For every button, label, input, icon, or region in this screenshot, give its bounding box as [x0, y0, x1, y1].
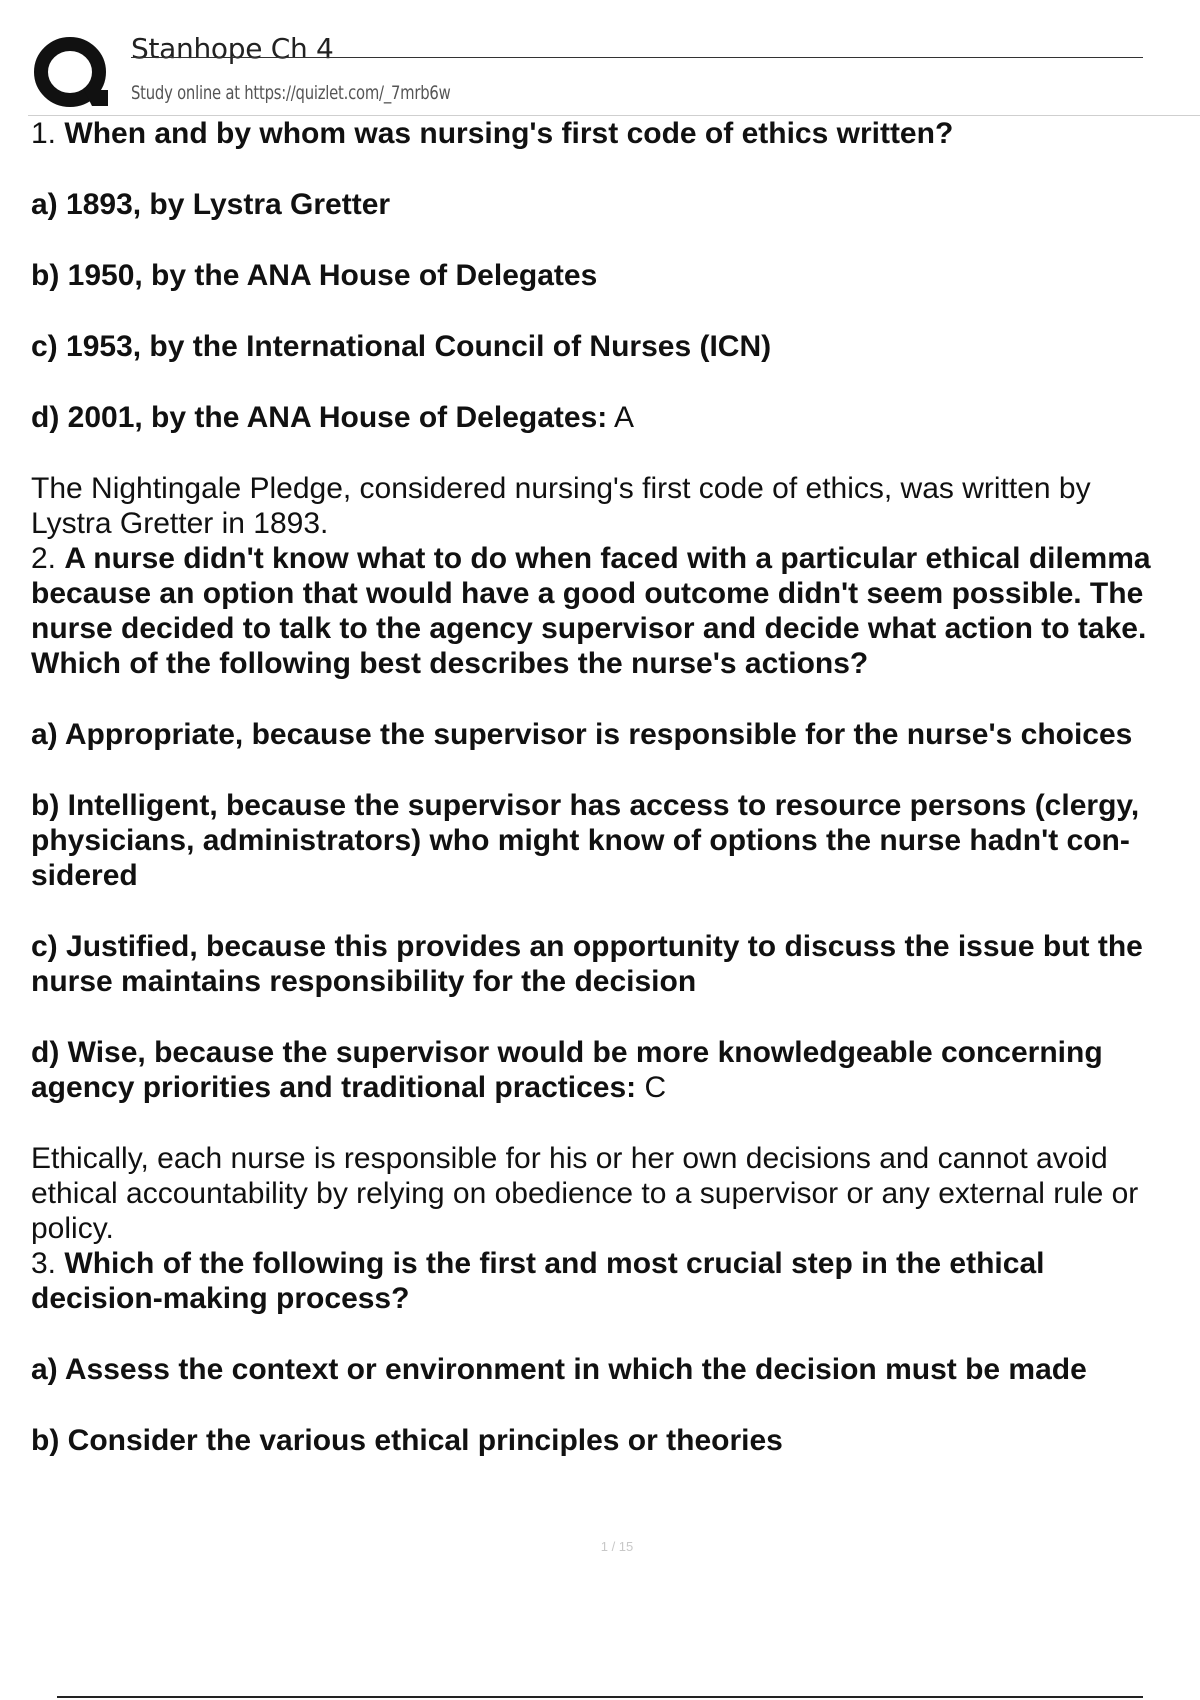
question-1-option-a: a) 1893, by Lystra Gretter — [31, 188, 391, 221]
explanation-line: The Nightingale Pledge, considered nursing's first code of ethics, was written by — [31, 472, 1091, 505]
footer-rule — [57, 1696, 1143, 1698]
answer-key: C — [644, 1071, 667, 1104]
quizlet-logo-icon — [32, 34, 112, 112]
question-3-text — [31, 1246, 1200, 1316]
question-line: A nurse didn't know what to do when faced with a particular ethical dilemma — [64, 542, 1151, 575]
option-line: c) Justified, because this provides an opportunity to discuss the issue but the — [31, 930, 1143, 963]
question-line: decision-making process? — [31, 1282, 410, 1315]
title-rule — [131, 57, 1143, 58]
option-line: d) Wise, because the supervisor would be more knowledgeable concerning — [31, 1036, 1103, 1069]
option-line: agency priorities and traditional practices: — [31, 1071, 637, 1104]
document-title: Stanhope Ch 4 — [131, 32, 334, 65]
question-1-explanation — [31, 471, 1200, 541]
questions-content — [31, 116, 1200, 1458]
question-2-option-d — [31, 1035, 1200, 1105]
question-1-option-c: c) 1953, by the International Council of Nurses (ICN) — [31, 330, 772, 363]
question-line: Which of the following best describes the nurse's actions? — [31, 647, 869, 680]
question-1 — [31, 116, 1200, 541]
question-3-option-a: a) Assess the context or environment in which the decision must be made — [31, 1353, 1087, 1386]
option-line: a) Appropriate, because the supervisor is responsible for the nurse's choices — [31, 718, 1133, 751]
option-line: b) Intelligent, because the supervisor has access to resource persons (clergy, — [31, 789, 1140, 822]
explanation-line: policy. — [31, 1212, 114, 1245]
question-1-text — [31, 116, 1200, 151]
question-3 — [31, 1246, 1200, 1458]
question-number: 2. — [31, 542, 57, 575]
explanation-line: Lystra Gretter in 1893. — [31, 507, 329, 540]
question-number: 3. — [31, 1247, 57, 1280]
page-number: 1 / 15 — [600, 1539, 634, 1554]
question-line: Which of the following is the first and most crucial step in the ethical — [64, 1247, 1045, 1280]
explanation-line: ethical accountability by relying on obedience to a supervisor or any external rule or — [31, 1177, 1139, 1210]
option-line: nurse maintains responsibility for the decision — [31, 965, 697, 998]
question-1-option-d — [31, 400, 1200, 435]
study-online-link[interactable]: Study online at https://quizlet.com/_7mrb6w — [131, 82, 451, 104]
question-3-option-b: b) Consider the various ethical principles or theories — [31, 1424, 783, 1457]
question-2 — [31, 541, 1200, 1246]
question-2-text — [31, 541, 1200, 681]
question-number: 1. — [31, 117, 57, 150]
explanation-line: Ethically, each nurse is responsible for his or her own decisions and cannot avoid — [31, 1142, 1108, 1175]
question-1-option-b: b) 1950, by the ANA House of Delegates — [31, 259, 598, 292]
option-line: physicians, administrators) who might know of options the nurse hadn't con- — [31, 824, 1130, 857]
page-header — [0, 0, 1200, 118]
question-2-option-b — [31, 788, 1200, 893]
question-line: nurse decided to talk to the agency supervisor and decide what action to take. — [31, 612, 1147, 645]
question-line: because an option that would have a good outcome didn't seem possible. The — [31, 577, 1144, 610]
question-line: When and by whom was nursing's first code of ethics written? — [64, 117, 954, 150]
question-2-option-a — [31, 717, 1200, 752]
question-2-explanation — [31, 1141, 1200, 1246]
answer-key: A — [613, 401, 634, 434]
question-2-option-c — [31, 929, 1200, 999]
option-text: d) 2001, by the ANA House of Delegates: — [31, 401, 608, 434]
option-line: sidered — [31, 859, 138, 892]
